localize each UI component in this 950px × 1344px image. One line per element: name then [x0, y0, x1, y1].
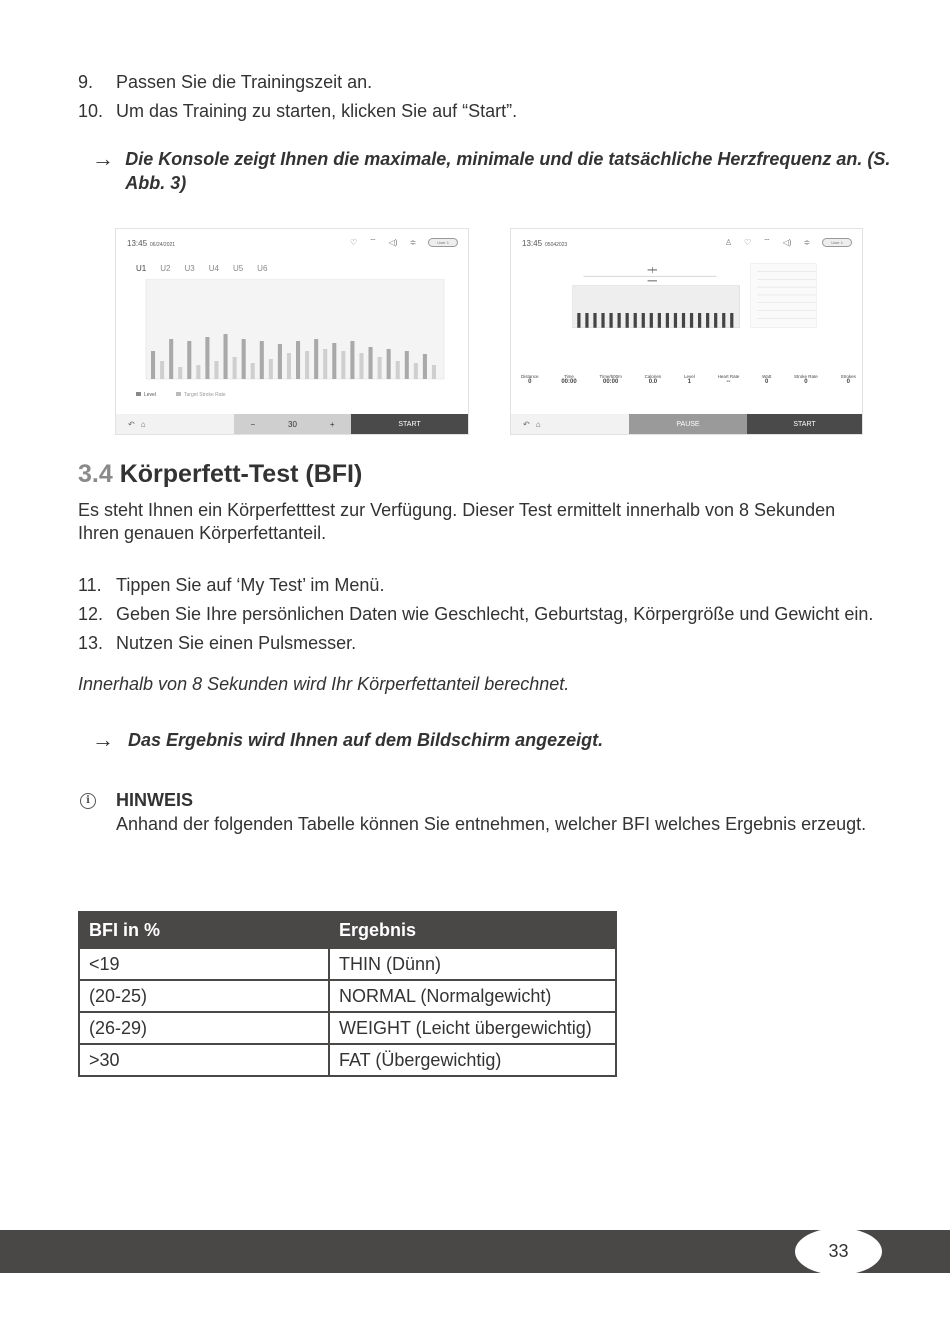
table-header-row: [79, 912, 616, 948]
workout-stats: [521, 374, 856, 385]
chart-bar: [432, 365, 436, 379]
sliders-icon: ≑: [409, 237, 417, 247]
wifi-icon: ⌔: [763, 237, 771, 246]
chart-bar: [577, 313, 580, 328]
stat-heart-rate: Heart Rate --: [717, 374, 740, 385]
chart-bar: [378, 357, 382, 379]
chart-bar: [634, 313, 637, 328]
user-tab: U5: [232, 264, 244, 273]
chart-bar: [396, 361, 400, 379]
start-button: START: [747, 414, 862, 434]
start-button: START: [351, 414, 468, 434]
user-pill: User 1: [428, 238, 458, 247]
table-cell: NORMAL (Normalgewicht): [329, 980, 616, 1012]
chart-bar: [706, 313, 709, 328]
stat-time: Time 00:00: [561, 374, 577, 385]
chart-bar: [585, 313, 588, 328]
column-header: Ergebnis: [329, 912, 616, 948]
table-row: [79, 980, 616, 1012]
chart-bar: [160, 361, 164, 379]
chart-bar: [341, 351, 345, 379]
console-clock: 13:45 05042023: [522, 239, 568, 248]
chart-bar: [650, 313, 653, 328]
table-cell: THIN (Dünn): [329, 948, 616, 980]
chart-bar: [224, 334, 228, 379]
section-heading: 3.4 Körperfett-Test (BFI): [78, 460, 363, 488]
stat-calories: Calories 0.0: [644, 374, 662, 385]
step-item: 9. Passen Sie die Trainingszeit an.: [78, 72, 373, 92]
step-item: 11. Tippen Sie auf ‘My Test’ im Menü.: [78, 575, 385, 595]
chart-bar: [196, 365, 200, 379]
console-bottom-bar: [116, 414, 468, 434]
chart-bar: [251, 363, 255, 379]
console-bottom-bar: [511, 414, 862, 434]
chart-bar: [682, 313, 685, 328]
heart-icon: ♡: [743, 237, 752, 247]
level-chart: [130, 279, 460, 407]
chart-bar: [666, 313, 669, 328]
console-nav: [511, 420, 629, 429]
user-tab: U3: [184, 264, 195, 273]
chart-bar: [601, 313, 604, 328]
legend-level: Level: [144, 392, 156, 398]
bfi-table: [78, 911, 617, 1077]
wifi-icon: ⌔: [369, 237, 377, 246]
chart-bar: [414, 363, 418, 379]
user-tab: U1: [136, 264, 147, 273]
table-row: [79, 1012, 616, 1044]
chart-bar: [359, 353, 363, 379]
chart-bar: [260, 341, 264, 379]
user-tab: U2: [160, 264, 171, 273]
speaker-icon: ◁): [782, 237, 792, 247]
chart-bar: [674, 313, 677, 328]
chart-bar: [626, 313, 629, 328]
chart-bar: [350, 341, 354, 379]
table-row: [79, 948, 616, 980]
step-item: 13. Nutzen Sie einen Pulsmesser.: [78, 633, 357, 653]
chart-bar: [714, 313, 717, 328]
table-cell: >30: [79, 1044, 329, 1076]
console-nav: [116, 420, 234, 429]
chart-bar: [642, 313, 645, 328]
table-cell: <19: [79, 948, 329, 980]
console-screenshot-1: [115, 228, 469, 435]
chart-bar: [423, 354, 427, 379]
chart-bar: [187, 341, 191, 379]
home-icon: ⌂: [535, 419, 547, 429]
column-header: BFI in %: [79, 912, 329, 948]
chart-bar: [296, 341, 300, 379]
console-screenshot-2: [510, 228, 863, 435]
chart-bar: [369, 347, 373, 379]
chart-bar: [658, 313, 661, 328]
chart-bar: [387, 349, 391, 379]
chart-bar: [332, 343, 336, 379]
stat-watt: Watt 0: [762, 374, 772, 385]
chart-bar: [609, 313, 612, 328]
stat-time-500m: Time/500m 00:00: [599, 374, 622, 385]
user-tab: U4: [208, 264, 219, 273]
stat-distance: Distance 0: [521, 374, 539, 385]
chart-bar: [169, 339, 173, 379]
chart-bar: [205, 337, 209, 379]
arrow-right-icon: →: [92, 146, 114, 171]
intro-paragraph: Es steht Ihnen ein Körperfetttest zur Verfügung. Dieser Test ermittelt innerhalb von 8 Sekunden Ihren genauen Körperfettanteil.: [78, 500, 836, 543]
legend-target-stroke: Target Stroke Rate: [184, 392, 226, 398]
arrow-right-icon: →: [92, 727, 114, 752]
chart-bar: [618, 313, 621, 328]
user-pill: User 1: [822, 238, 852, 247]
console-clock: 13:45 06/24/2021: [127, 239, 176, 248]
console-status-icons: [350, 237, 458, 247]
chart-bar: [593, 313, 596, 328]
result-note: → Das Ergebnis wird Ihnen auf dem Bildschirm angezeigt.: [92, 727, 604, 752]
user-tab: U6: [257, 264, 268, 273]
table-cell: (20-25): [79, 980, 329, 1012]
table-cell: (26-29): [79, 1012, 329, 1044]
hinweis-text: Anhand der folgenden Tabelle können Sie entnehmen, welcher BFI welches Ergebnis erzeugt.: [116, 814, 867, 834]
sliders-icon: ≑: [803, 237, 811, 247]
chart-bar: [690, 313, 693, 328]
chart-bar: [278, 344, 282, 379]
chart-bar: [269, 359, 273, 379]
minus-button: −: [250, 419, 256, 429]
console-status-icons: [725, 237, 852, 247]
back-icon: ↶: [128, 419, 141, 429]
steps-mid: [78, 571, 873, 658]
result-note: → Die Konsole zeigt Ihnen die maximale, minimale und die tatsächliche Herzfrequenz an. (S. Abb. 3): [92, 146, 891, 193]
chart-bar: [722, 313, 725, 328]
home-icon: ⌂: [140, 419, 152, 429]
stat-stroke-rate: Stroke Rate 0: [794, 374, 818, 385]
stat-strokes: Strokes 0: [840, 374, 856, 385]
trophy-icon: ♙: [724, 237, 732, 247]
time-stepper: [234, 414, 351, 434]
chart-bar: [233, 357, 237, 379]
steps-top: [78, 68, 517, 126]
chart-bar: [323, 349, 327, 379]
speaker-icon: ◁): [388, 237, 398, 247]
workout-chart: [519, 259, 859, 359]
back-icon: ↶: [523, 419, 536, 429]
chart-bar: [405, 351, 409, 379]
step-item: 10. Um das Training zu starten, klicken Sie auf “Start”.: [78, 101, 518, 121]
chart-bar: [151, 351, 155, 379]
table-cell: WEIGHT (Leicht übergewichtig): [329, 1012, 616, 1044]
heart-icon: ♡: [349, 237, 358, 247]
page-number: 33: [795, 1228, 882, 1275]
info-icon: i: [80, 793, 96, 809]
step-item: 12. Geben Sie Ihre persönlichen Daten wie Geschlecht, Geburtstag, Körpergröße und Gewicht ein.: [78, 604, 874, 624]
chart-bar: [214, 361, 218, 379]
stat-level: Level 1: [683, 374, 695, 385]
hinweis-title: HINWEIS: [116, 790, 194, 810]
table-row: [79, 1044, 616, 1076]
chart-bar: [314, 339, 318, 379]
chart-bar: [178, 367, 182, 379]
chart-bar: [698, 313, 701, 328]
chart-bar: [730, 313, 733, 328]
table-cell: FAT (Übergewichtig): [329, 1044, 616, 1076]
stepper-value: 30: [288, 419, 297, 429]
chart-bar: [242, 339, 246, 379]
chart-bar: [287, 353, 291, 379]
chart-bar: [305, 351, 309, 379]
plus-button: +: [329, 419, 335, 429]
calculation-note: Innerhalb von 8 Sekunden wird Ihr Körperfettanteil berechnet.: [78, 674, 570, 694]
pause-button: PAUSE: [629, 414, 747, 434]
user-tabs: [136, 264, 267, 273]
